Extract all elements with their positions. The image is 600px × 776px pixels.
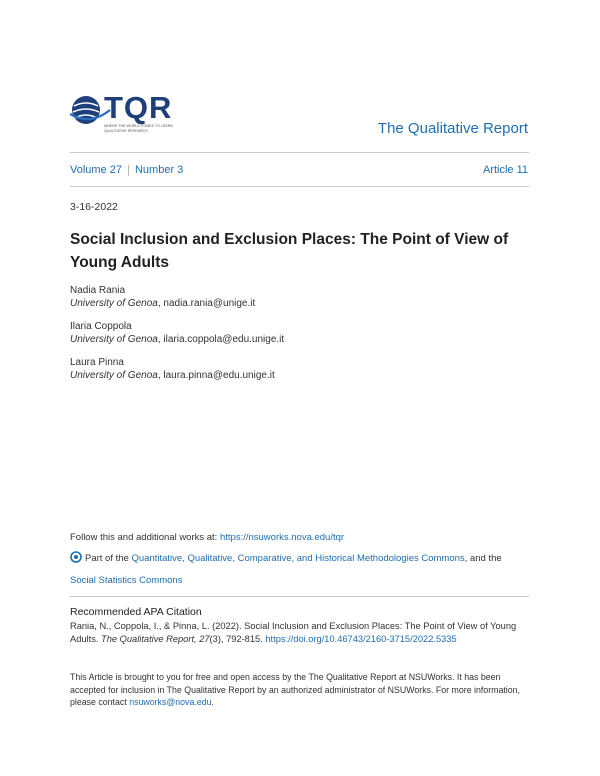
part-of-line (70, 549, 530, 591)
top-divider (70, 152, 529, 153)
part-of-middle: , and the (464, 553, 502, 564)
author-email: , ilaria.coppola@edu.unige.it (157, 334, 285, 345)
tqr-logo (70, 92, 190, 134)
volume-link[interactable]: Volume 27 (70, 164, 122, 176)
contact-email-link[interactable]: nsuworks@nova.edu (129, 697, 212, 707)
methodologies-commons-link[interactable]: Quantitative, Qualitative, Comparative, and Historical Methodologies Commons (131, 553, 465, 564)
open-access-notice (70, 671, 530, 709)
number-link[interactable]: Number 3 (134, 164, 184, 176)
open-access-icon (70, 551, 82, 571)
author-email: , nadia.rania@unige.it (157, 298, 256, 309)
author-name: Ilaria Coppola (70, 321, 132, 332)
citation-divider (70, 596, 529, 597)
logo-tagline: WHERE THE WORLD COMES TO LEARN QUALITATIVE RESEARCH (104, 124, 173, 133)
social-statistics-commons-link[interactable]: Social Statistics Commons (70, 575, 183, 586)
journal-name-link[interactable]: The Qualitative Report (377, 120, 528, 137)
author-block (70, 356, 275, 382)
part-of-prefix: Part of the (85, 553, 132, 564)
logo-wordmark: TQR (104, 90, 173, 125)
separator (128, 165, 129, 176)
doi-link[interactable]: https://doi.org/10.46743/2160-3715/2022.5335 (265, 634, 457, 644)
citation-journal: The Qualitative Report, 27 (101, 634, 210, 644)
author-block (70, 284, 255, 310)
tqr-url-link[interactable]: https://nsuworks.nova.edu/tqr (219, 532, 345, 543)
article-number-link[interactable]: Article 11 (482, 164, 528, 176)
notice-text: This Article is brought to you for free and open access by the The Qualitative Report at NSUWorks. It has been accepted for inclusion in The Qualitative Report by an authorized administrator of NSUWorks. For more information, please contact (70, 672, 520, 707)
header-bottom-divider (70, 186, 529, 187)
citation-text (70, 620, 535, 646)
author-affiliation: University of Genoa (70, 298, 158, 309)
author-block (70, 320, 284, 346)
author-affiliation: University of Genoa (70, 334, 158, 345)
article-title: Social Inclusion and Exclusion Places: The Point of View of Young Adults (70, 231, 509, 271)
citation-body: Rania, N., Coppola, I., & Pinna, L. (2022). Social Inclusion and Exclusion Places: The Point of View of Young Adults. (70, 621, 517, 644)
follow-line (70, 532, 344, 543)
citation-pages: (3), 792-815. (209, 634, 266, 644)
volume-number-row (70, 164, 183, 176)
author-name: Laura Pinna (70, 357, 124, 368)
notice-end: . (211, 697, 214, 707)
author-name: Nadia Rania (70, 285, 126, 296)
author-email: , laura.pinna@edu.unige.it (157, 370, 275, 381)
follow-text: Follow this and additional works at: (70, 532, 220, 543)
publication-date: 3-16-2022 (70, 201, 118, 213)
author-affiliation: University of Genoa (70, 370, 158, 381)
citation-heading: Recommended APA Citation (70, 606, 202, 618)
